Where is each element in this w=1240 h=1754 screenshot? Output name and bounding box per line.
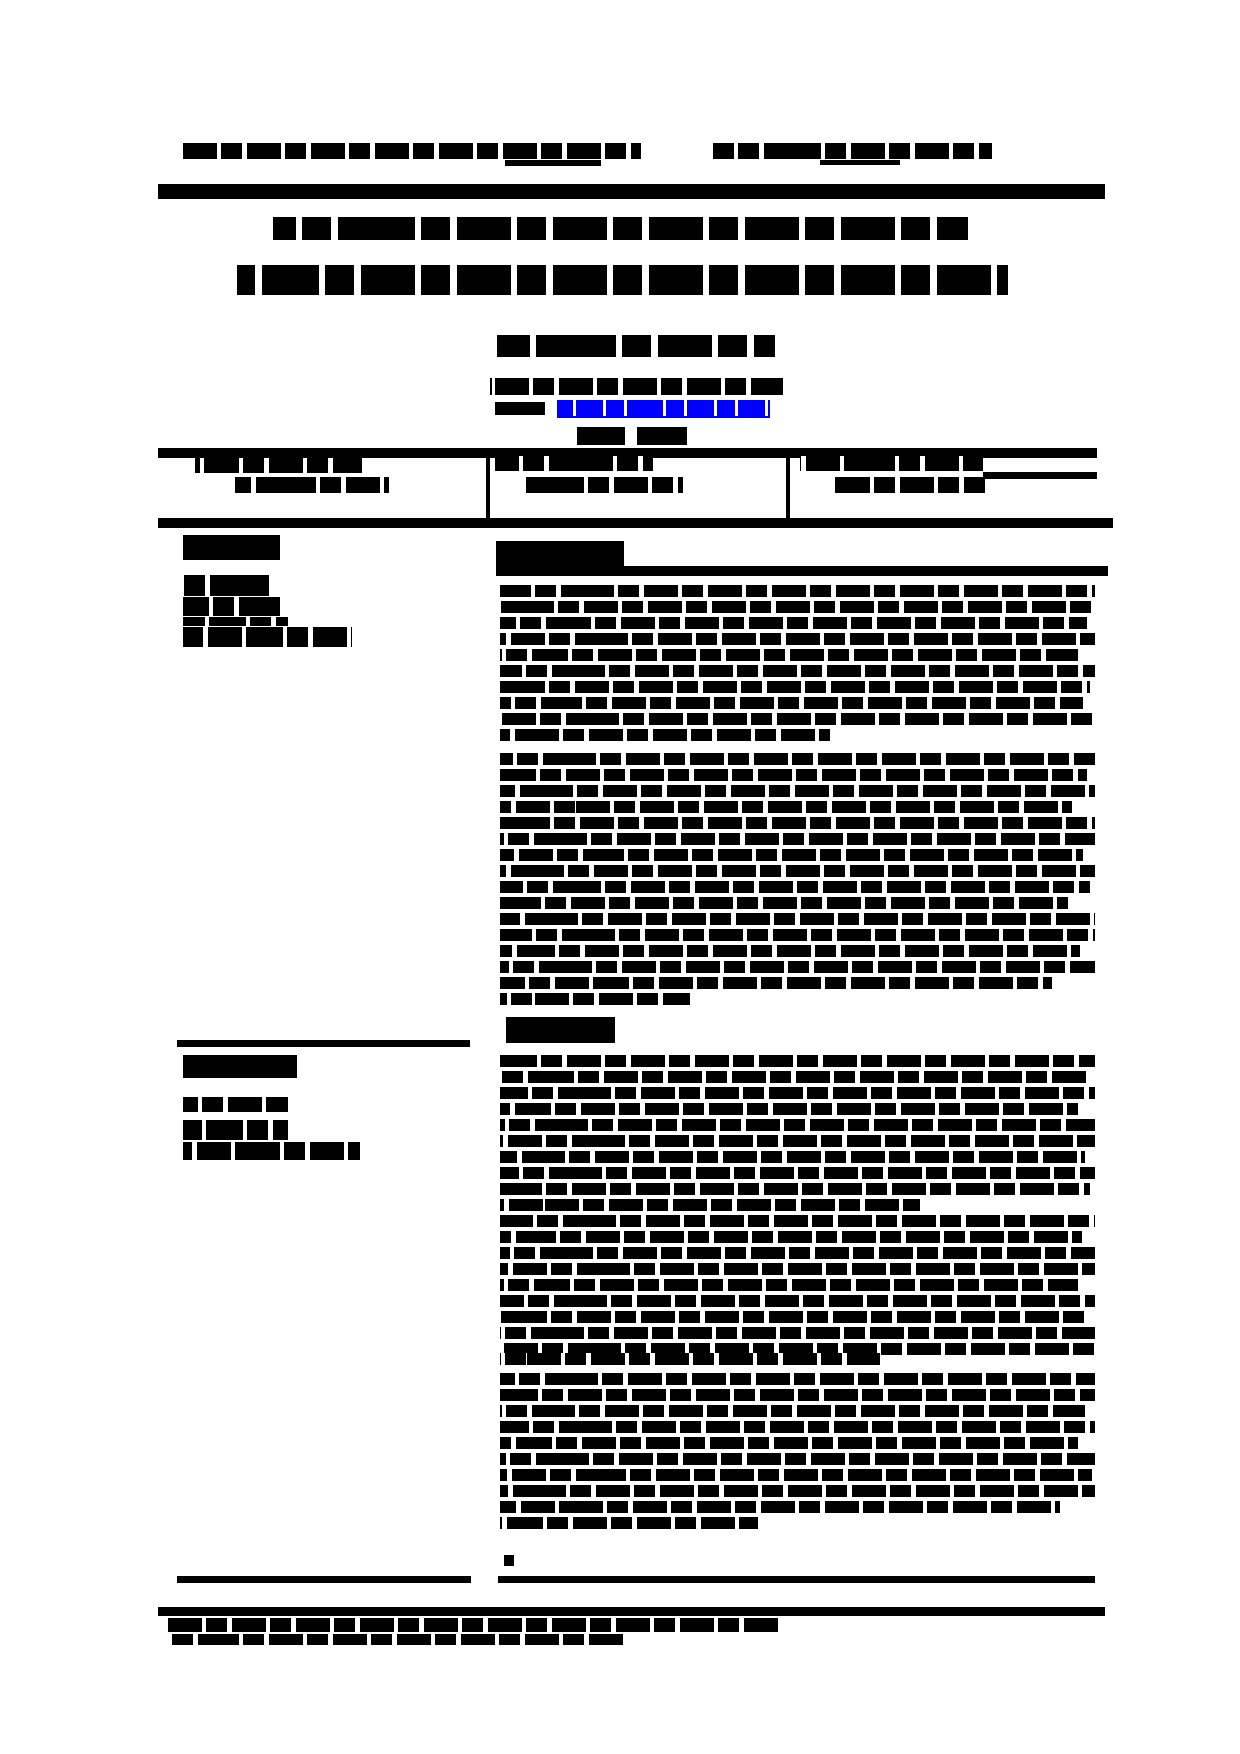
abstract-text-line xyxy=(500,993,690,1005)
left-bottom-rule xyxy=(177,1576,471,1583)
abstract-text-line xyxy=(500,961,1095,973)
info-table-cell2-line2 xyxy=(526,477,683,493)
end-of-text-bullet xyxy=(504,1555,514,1566)
footer-text-line-2 xyxy=(168,1634,623,1645)
info-table-right-extension xyxy=(983,472,1097,479)
author-name-blob xyxy=(497,335,775,357)
introduction-text-line xyxy=(500,1295,1095,1307)
article-info-line xyxy=(183,1142,360,1160)
abstract-text-line xyxy=(500,697,1083,709)
abstract-text-line xyxy=(500,817,1095,829)
abstract-text-line xyxy=(500,713,1095,725)
article-info-line xyxy=(183,1120,288,1140)
introduction-text-line xyxy=(500,1231,1082,1243)
abstract-text-line xyxy=(500,665,1095,677)
article-title-line-1 xyxy=(273,217,968,240)
info-table-cell3-line2 xyxy=(835,477,985,493)
abstract-text-line xyxy=(500,801,1072,813)
abstract-text-line xyxy=(500,617,1087,629)
info-table-cell1-line1 xyxy=(195,458,362,473)
affiliation-blob xyxy=(490,378,783,395)
introduction-text-line xyxy=(500,1263,1095,1275)
introduction-text-line xyxy=(500,1485,1095,1497)
introduction-heading-blob xyxy=(506,1017,615,1043)
abstract-heading-rule xyxy=(496,566,1108,576)
introduction-text-line xyxy=(500,1353,880,1365)
right-bottom-rule xyxy=(498,1576,1095,1583)
introduction-text-line xyxy=(500,1279,1078,1291)
abstract-text-line xyxy=(500,585,1095,597)
introduction-text-line xyxy=(500,1389,1095,1401)
abstract-text-line xyxy=(500,833,1095,845)
masthead-issue-blob xyxy=(713,143,992,159)
introduction-text-line xyxy=(500,1501,1060,1513)
abstract-text-line xyxy=(500,913,1095,925)
introduction-text-line xyxy=(500,1119,1095,1131)
email-label-blob xyxy=(495,402,545,415)
introduction-text-line xyxy=(500,1453,1095,1465)
abstract-text-line xyxy=(500,649,1078,661)
article-info-heading-blob xyxy=(183,1055,297,1078)
email-link[interactable] xyxy=(557,400,770,418)
introduction-text-line xyxy=(500,1405,1085,1417)
abstract-text-line xyxy=(500,849,1083,861)
info-table-bottom-rule xyxy=(158,518,1113,528)
abstract-text-line xyxy=(500,897,1068,909)
introduction-text-line xyxy=(500,1183,1090,1195)
abstract-text-line xyxy=(500,785,1095,797)
introduction-text-line xyxy=(500,1469,1092,1481)
introduction-text-line xyxy=(500,1421,1095,1433)
footer-rule xyxy=(158,1607,1105,1616)
introduction-text-line xyxy=(500,1517,758,1529)
introduction-text-line xyxy=(500,1135,1095,1147)
keyword-line xyxy=(183,617,288,626)
journal-name-blob xyxy=(183,143,641,159)
keywords-heading-blob xyxy=(183,535,280,560)
introduction-text-line xyxy=(500,1055,1095,1067)
info-table-cell2-line1 xyxy=(495,456,653,471)
abstract-text-line xyxy=(500,865,1095,877)
abstract-text-line xyxy=(500,945,1080,957)
article-info-line xyxy=(183,1097,288,1112)
introduction-text-line xyxy=(500,1199,920,1211)
introduction-text-line xyxy=(500,1103,1078,1115)
introduction-text-line xyxy=(500,1437,1078,1449)
introduction-text-line xyxy=(500,1167,1095,1179)
masthead-rule xyxy=(158,184,1105,199)
abstract-text-line xyxy=(500,681,1090,693)
info-table-cell3-line1 xyxy=(800,456,983,471)
introduction-text-line xyxy=(500,1087,1095,1099)
info-table-divider-1 xyxy=(486,450,490,526)
info-table-divider-2 xyxy=(786,450,790,526)
article-title-line-2 xyxy=(237,265,1008,295)
abstract-text-line xyxy=(500,929,1095,941)
introduction-text-line xyxy=(500,1327,1095,1339)
issue-date-blob-1 xyxy=(577,427,625,445)
abstract-text-line xyxy=(500,881,1090,893)
footer-text-line-1 xyxy=(168,1618,780,1632)
introduction-text-line xyxy=(500,1151,1085,1163)
abstract-text-line xyxy=(500,601,1095,613)
abstract-text-line xyxy=(500,977,1052,989)
abstract-heading-blob xyxy=(496,541,624,566)
keyword-line xyxy=(183,597,280,616)
introduction-text-line xyxy=(500,1311,1088,1323)
keyword-line xyxy=(183,575,272,596)
masthead-issue-descenders xyxy=(820,160,900,165)
abstract-text-line xyxy=(500,769,1087,781)
journal-name-descenders xyxy=(505,160,601,166)
abstract-text-line xyxy=(500,633,1095,645)
keyword-line xyxy=(183,627,352,647)
introduction-text-line xyxy=(500,1373,1095,1385)
introduction-text-line xyxy=(500,1215,1095,1227)
introduction-text-line xyxy=(500,1071,1088,1083)
introduction-text-line xyxy=(500,1247,1095,1259)
abstract-text-line xyxy=(500,753,1095,765)
info-table-cell1-line2 xyxy=(235,477,389,493)
issue-date-blob-2 xyxy=(637,427,687,445)
left-column-rule xyxy=(177,1040,470,1047)
abstract-text-line xyxy=(500,729,830,741)
